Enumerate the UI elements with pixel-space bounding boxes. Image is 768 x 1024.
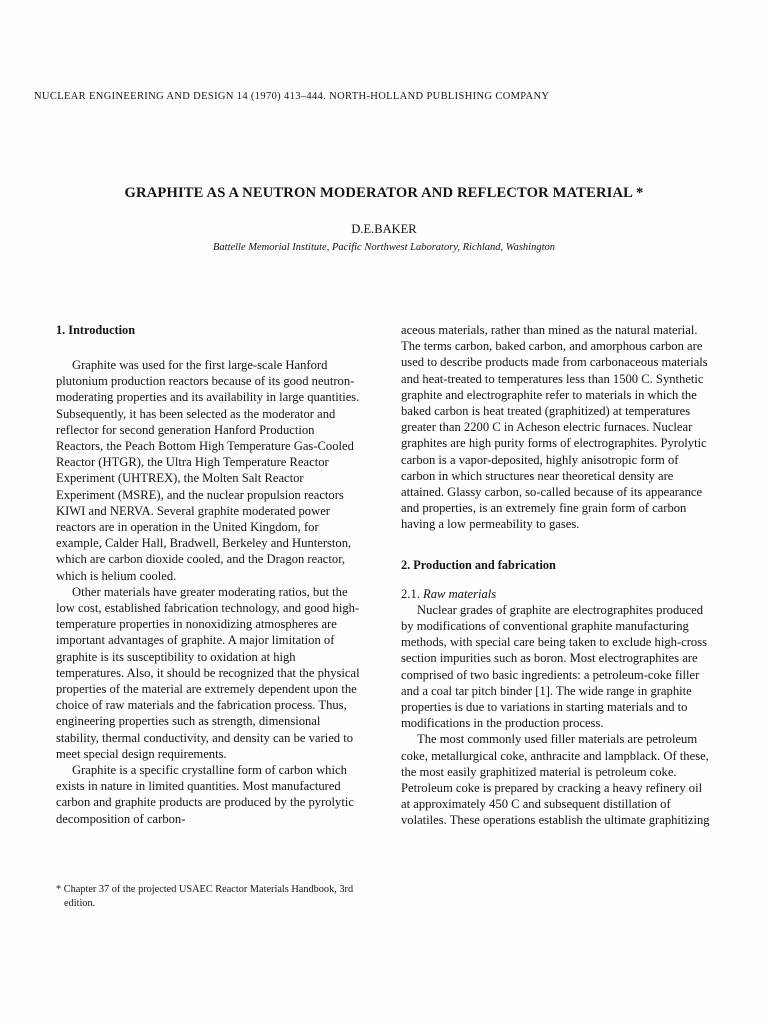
footnote	[56, 883, 356, 911]
raw-materials-paragraph-2: The most commonly used filler materials are petroleum coke, metallurgical coke, anthracite and lampblack. Of these, the most easily graphitized material is petroleum coke. Petroleum coke is prepared by cracking a heavy refinery oil at approximately 450 C and subsequent distillation of volatiles. These operations establish the ultimate graphitizing	[401, 732, 710, 828]
subsection-number: 2.1.	[401, 586, 420, 601]
section-heading-introduction: 1. Introduction	[56, 323, 136, 337]
right-column	[401, 322, 711, 829]
intro-paragraph-2: Other materials have greater moderating ratios, but the low cost, established fabrication technology, and good high-temperature properties in nonoxidizing atmospheres are important advantages of graphite. A major limitation of graphite is its susceptibility to oxidation at high temperatures. Also, it should be recognized that the physical properties of the material are extremely dependent upon the choice of raw materials and the fabrication process. Thus, engineering properties such as strength, dimensional stability, thermal conductivity, and density can be varied to meet special design requirements.	[56, 584, 360, 761]
article-author: D.E.BAKER	[351, 222, 417, 236]
footnote-text: * Chapter 37 of the projected USAEC Reactor Materials Handbook, 3rd edition.	[56, 884, 354, 909]
article-title: GRAPHITE AS A NEUTRON MODERATOR AND REFLECTOR MATERIAL *	[124, 185, 644, 201]
raw-materials-paragraph-1: Nuclear grades of graphite are electrographites produced by modifications of conventional graphite manufacturing methods, with special care being taken to exclude high-cross section impurities such as boron. Most electrographites are comprised of two basic ingredients: a petroleum-coke filler and a coal tar pitch binder [1]. The wide range in graphite properties is due to variations in starting materials and to modifications in the production process.	[401, 602, 708, 731]
intro-paragraph-3: Graphite is a specific crystalline form of carbon which exists in nature in limited quantities. Most manufactured carbon and graphite products are produced by the pyrolytic decomposition of carbon-	[56, 763, 354, 826]
section-heading-production: 2. Production and fabrication	[401, 557, 556, 572]
left-column	[56, 322, 364, 827]
author-affiliation: Battelle Memorial Institute, Pacific Northwest Laboratory, Richland, Washington	[212, 242, 555, 253]
journal-header: NUCLEAR ENGINEERING AND DESIGN 14 (1970) 413–444. NORTH-HOLLAND PUBLISHING COMPANY	[34, 91, 550, 102]
intro-paragraph-1: Graphite was used for the first large-scale Hanford plutonium production reactors because of its good neutron-moderating properties and its availability in large quantities. Subsequently, it has been selected as the moderator and reflector for second generation Hanford Production Reactors, the Peach Bottom High Temperature Gas-Cooled Reactor (HTGR), the Ultra High Temperature Reactor Experiment (UHTREX), the Molten Salt Reactor Experiment (MSRE), and the nuclear propulsion reactors KIWI and NERVA. Several graphite moderated power reactors are in operation in the United Kingdom, for example, Calder Hall, Bradwell, Berkeley and Hunterston, which are carbon dioxide cooled, and the Dragon reactor, which is helium cooled.	[56, 358, 360, 583]
intro-paragraph-3-continued: aceous materials, rather than mined as the natural material. The terms carbon, baked carbon, and amorphous carbon are used to describe products made from carbonaceous materials and heat-treated to temperatures less than 1500 C. Synthetic graphite and electrographite refer to materials in which the baked carbon is heat treated (graphitized) at temperatures greater than 2200 C in Acheson electric furnaces. Nuclear graphites are high purity forms of electrographites. Pyrolytic carbon is a vapor-deposited, highly anisotropic form of carbon in which structures near theoretical density are attained. Glassy carbon, so-called because of its appearance and properties, is an extremely fine grain form of carbon having a low permeability to gases.	[401, 323, 708, 532]
subsection-title: Raw materials	[423, 586, 497, 601]
subsection-heading-raw-materials	[401, 586, 711, 602]
